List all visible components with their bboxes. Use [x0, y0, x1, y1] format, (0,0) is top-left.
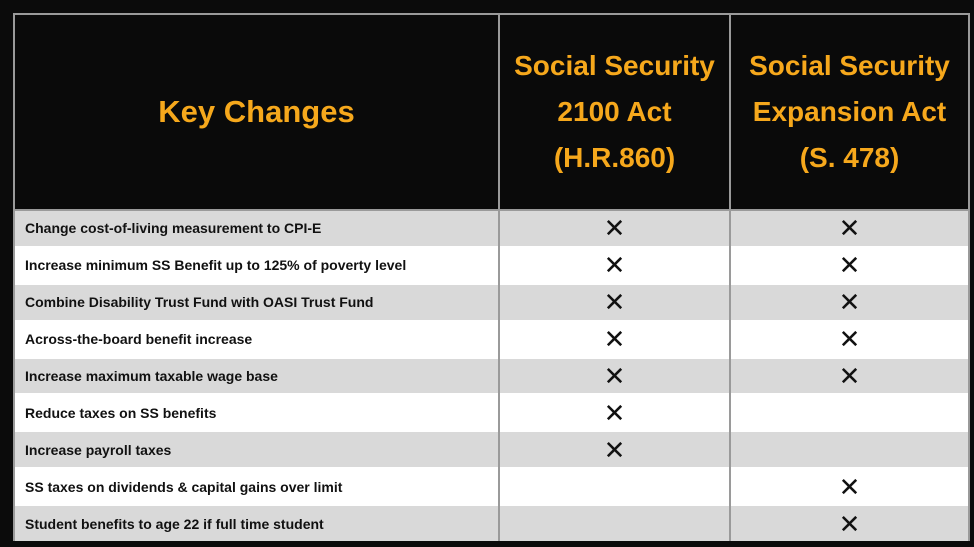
row-label: Increase minimum SS Benefit up to 125% of poverty level	[14, 247, 499, 284]
table-row	[14, 284, 969, 321]
act-2100-mark: ✕	[499, 394, 730, 431]
table-row	[14, 358, 969, 395]
table-row	[14, 505, 969, 541]
act-2100-mark	[499, 468, 730, 505]
act-2100-mark: ✕	[499, 284, 730, 321]
row-label: Increase maximum taxable wage base	[14, 358, 499, 395]
row-label: Reduce taxes on SS benefits	[14, 394, 499, 431]
act-2100-mark: ✕	[499, 210, 730, 247]
act-expansion-mark: ✕	[730, 358, 969, 395]
act-expansion-mark: ✕	[730, 505, 969, 541]
header-act-expansion-line3: (S. 478)	[799, 142, 900, 173]
act-expansion-mark: ✕	[730, 210, 969, 247]
act-expansion-mark: ✕	[730, 284, 969, 321]
act-expansion-mark: ✕	[730, 247, 969, 284]
act-expansion-mark	[730, 431, 969, 468]
header-act-2100-line3: (H.R.860)	[553, 142, 676, 173]
comparison-table-frame	[13, 13, 968, 541]
table-body	[14, 210, 969, 541]
act-2100-mark: ✕	[499, 321, 730, 358]
header-act-expansion-line2: Expansion Act	[752, 96, 947, 127]
header-act-2100-line1: Social Security	[514, 50, 715, 81]
act-expansion-mark: ✕	[730, 321, 969, 358]
header-key-changes: Key Changes	[14, 14, 499, 210]
header-act-2100	[499, 14, 730, 210]
act-2100-mark	[499, 505, 730, 541]
table-row	[14, 321, 969, 358]
table-row	[14, 431, 969, 468]
header-act-expansion-line1: Social Security	[749, 50, 950, 81]
row-label: Across-the-board benefit increase	[14, 321, 499, 358]
act-expansion-mark: ✕	[730, 468, 969, 505]
row-label: Increase payroll taxes	[14, 431, 499, 468]
act-expansion-mark	[730, 394, 969, 431]
row-label: Change cost-of-living measurement to CPI-E	[14, 210, 499, 247]
header-act-expansion	[730, 14, 969, 210]
table-row	[14, 468, 969, 505]
table-row	[14, 247, 969, 284]
row-label: SS taxes on dividends & capital gains over limit	[14, 468, 499, 505]
comparison-table	[13, 13, 970, 541]
row-label: Student benefits to age 22 if full time student	[14, 505, 499, 541]
header-act-2100-line2: 2100 Act	[557, 96, 672, 127]
header-row	[14, 14, 969, 210]
act-2100-mark: ✕	[499, 431, 730, 468]
table-row	[14, 210, 969, 247]
act-2100-mark: ✕	[499, 247, 730, 284]
row-label: Combine Disability Trust Fund with OASI Trust Fund	[14, 284, 499, 321]
table-row	[14, 394, 969, 431]
act-2100-mark: ✕	[499, 358, 730, 395]
